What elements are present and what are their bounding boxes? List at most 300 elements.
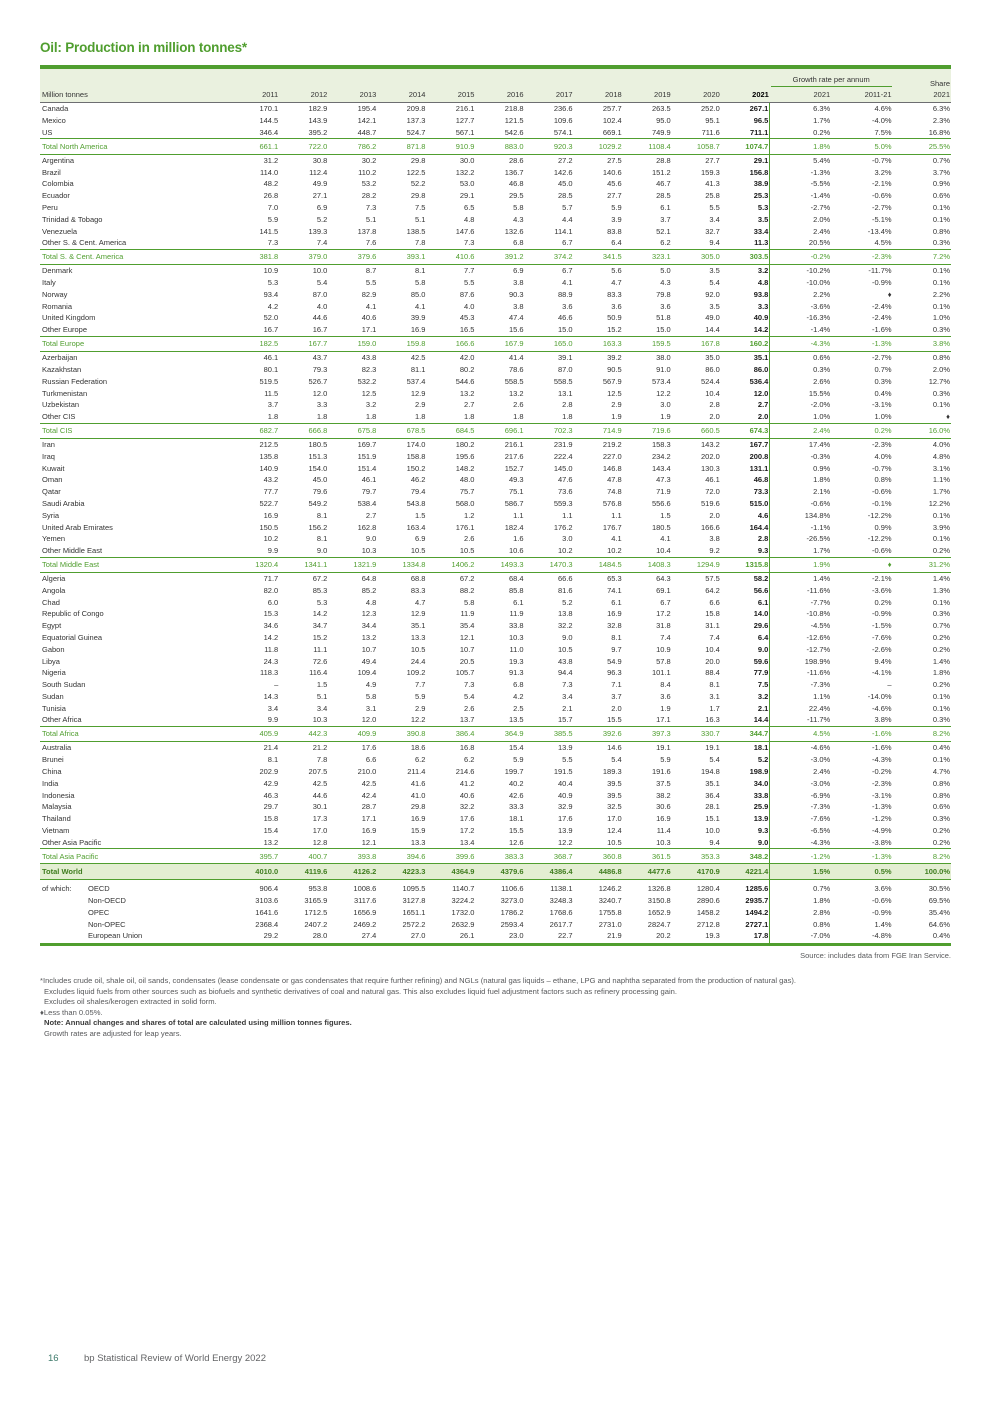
value-cell: 47.4 [508, 313, 524, 323]
row-label: Total North America [40, 139, 230, 154]
value-cell: 121.5 [504, 116, 524, 126]
row-label: Other Africa [42, 715, 82, 725]
value-cell: 33.8 [721, 789, 770, 801]
share-cell: 0.1% [932, 214, 950, 224]
value-cell: 85.8 [508, 585, 524, 595]
value-cell: 85.0 [410, 289, 426, 299]
value-cell: 4.1 [562, 278, 573, 288]
value-cell: 368.7 [525, 849, 574, 864]
value-cell: 212.5 [259, 440, 279, 450]
value-cell: 51.8 [656, 313, 671, 323]
value-cell: 6.6 [709, 597, 720, 607]
value-cell: 36.4 [705, 790, 720, 800]
value-cell: 330.7 [672, 726, 721, 741]
value-cell: 4.2 [513, 691, 524, 701]
row-label: Norway [42, 289, 68, 299]
value-cell: 1.1 [513, 510, 524, 520]
value-cell: 38.9 [721, 178, 770, 190]
value-cell: 383.3 [475, 849, 524, 864]
share-cell: 100.0% [893, 864, 951, 880]
share-cell: 16.0% [893, 423, 951, 438]
row-label: of which: OECD [42, 884, 110, 894]
growth-cell: 5.4% [813, 155, 831, 165]
table-row [40, 351, 951, 363]
growth-cell: 1.4% [874, 919, 892, 929]
value-cell: 13.2 [508, 388, 524, 398]
value-cell: 10.2 [263, 534, 279, 544]
value-cell: 3150.8 [647, 896, 671, 906]
value-cell: 405.9 [230, 726, 279, 741]
year-header-2015: 2015 [426, 88, 475, 103]
share-cell: 35.4% [928, 907, 950, 917]
value-cell: 32.2 [558, 621, 573, 631]
value-cell: 27.7 [705, 155, 720, 165]
value-cell: 13.2 [459, 388, 475, 398]
value-cell: 1.5 [316, 680, 328, 690]
value-cell: 14.4 [705, 325, 720, 335]
growth-cell: -4.6% [810, 743, 831, 753]
value-cell: 38.2 [656, 790, 671, 800]
growth-cell: -6.9% [810, 790, 831, 800]
growth-cell: -4.5% [810, 621, 831, 631]
growth-cell: -14.0% [867, 691, 892, 701]
value-cell: 17.1 [361, 325, 377, 335]
value-cell: 202.9 [259, 767, 279, 777]
row-label: Australia [42, 743, 72, 753]
value-cell: 122.5 [406, 167, 426, 177]
value-cell: 1732.0 [451, 907, 475, 917]
value-cell: 49.0 [705, 313, 720, 323]
row-label: US [42, 127, 53, 137]
value-cell: 15.7 [558, 715, 573, 725]
value-cell: 12.0 [721, 387, 770, 399]
value-cell: 1.1 [611, 510, 622, 520]
value-cell: 2469.2 [353, 919, 377, 929]
value-cell: 1058.7 [672, 139, 721, 154]
value-cell: 46.6 [558, 313, 573, 323]
value-cell: 3.7 [611, 691, 622, 701]
value-cell: 542.6 [504, 127, 524, 137]
footnote: Note: Annual changes and shares of total are calculated using million tonnes figures. [44, 1018, 352, 1028]
value-cell: 21.9 [574, 930, 623, 945]
value-cell: 71.9 [656, 487, 671, 497]
row-label: Chad [42, 597, 60, 607]
value-cell: 5.9 [611, 203, 622, 213]
growth-cell: -0.1% [871, 499, 892, 509]
growth-cell: -0.6% [871, 487, 892, 497]
growth-cell: -1.3% [871, 802, 892, 812]
value-cell: 9.9 [267, 715, 279, 725]
value-cell: 4486.8 [574, 864, 623, 880]
value-cell: 1334.8 [377, 557, 426, 572]
value-cell: 41.0 [410, 790, 426, 800]
value-cell: 65.3 [607, 574, 622, 584]
oil-production-table [40, 65, 951, 946]
value-cell: 871.8 [377, 139, 426, 154]
share-cell: 0.2% [932, 837, 950, 847]
value-cell: 4170.9 [672, 864, 721, 880]
value-cell: 150.2 [406, 463, 426, 473]
value-cell: 165.0 [525, 336, 574, 351]
value-cell: 714.9 [574, 423, 623, 438]
value-cell: 10.4 [656, 546, 671, 556]
value-cell: 2890.6 [696, 896, 720, 906]
value-cell: 5.5 [365, 278, 377, 288]
value-cell: 110.2 [358, 167, 377, 177]
value-cell: 130.3 [701, 463, 720, 473]
value-cell: 96.3 [607, 668, 622, 678]
row-label: Total CIS [40, 423, 230, 438]
value-cell: 112.4 [309, 167, 328, 177]
value-cell: 40.9 [721, 312, 770, 324]
value-cell: 14.2 [263, 633, 279, 643]
value-cell: 216.1 [455, 104, 475, 114]
value-cell: 9.0 [316, 546, 328, 556]
value-cell: 379.0 [279, 249, 328, 264]
value-cell: 29.1 [721, 154, 770, 166]
value-cell: 15.4 [263, 825, 279, 835]
value-cell: 8.1 [316, 534, 328, 544]
table-row [40, 572, 951, 584]
growth-cell: 2.6% [813, 376, 831, 386]
share-cell: ♦ [946, 412, 950, 422]
value-cell: 25.3 [721, 190, 770, 202]
value-cell: 1.5 [414, 510, 426, 520]
value-cell: 151.2 [651, 167, 671, 177]
growth-cell: -10.0% [806, 278, 831, 288]
share-cell: 3.9% [932, 522, 950, 532]
table-row [40, 880, 951, 895]
value-cell: 346.4 [259, 127, 279, 137]
value-cell: 400.7 [279, 849, 328, 864]
value-cell: 33.4 [721, 225, 770, 237]
value-cell: 67.2 [312, 574, 328, 584]
footnotes-block [40, 976, 951, 1039]
value-cell: 532.2 [357, 376, 377, 386]
value-cell: 19.3 [672, 930, 721, 945]
value-cell: 16.9 [410, 325, 426, 335]
table-row [40, 139, 951, 154]
row-label: Brunei [42, 755, 64, 765]
table-row [40, 918, 951, 930]
share-cell: 1.7% [932, 487, 950, 497]
value-cell: 252.0 [701, 104, 720, 114]
value-cell: 10.2 [558, 546, 573, 556]
year-header-2012: 2012 [279, 88, 328, 103]
value-cell: 2.5 [513, 703, 524, 713]
value-cell: 9.2 [709, 546, 720, 556]
value-cell: 80.2 [459, 365, 475, 375]
value-cell: 23.0 [475, 930, 524, 945]
row-label: Trinidad & Tobago [42, 214, 103, 224]
year-header-2021: 2021 [721, 88, 770, 103]
value-cell: 38.0 [656, 353, 671, 363]
value-cell: 1074.7 [721, 139, 770, 154]
growth-cell: 0.2% [813, 127, 831, 137]
table-row [40, 277, 951, 289]
value-cell: 41.6 [410, 778, 426, 788]
value-cell: 1.7 [709, 703, 720, 713]
row-label: Tunisia [42, 703, 66, 713]
share-cell: 30.5% [928, 884, 950, 894]
of-which-prefix: of which: [42, 884, 72, 894]
value-cell: 127.7 [455, 116, 475, 126]
value-cell: 12.6 [508, 837, 524, 847]
value-cell: 4.0 [316, 301, 328, 311]
value-cell: 216.1 [504, 440, 524, 450]
value-cell: 7.3 [464, 238, 475, 248]
value-cell: 132.6 [504, 226, 524, 236]
value-cell: 4223.3 [377, 864, 426, 880]
value-cell: 2727.1 [721, 918, 770, 930]
share-cell: 1.4% [932, 656, 950, 666]
value-cell: 6.7 [562, 266, 573, 276]
growth-cell: 5.0% [831, 139, 892, 154]
value-cell: 200.8 [721, 451, 770, 463]
value-cell: 7.5 [414, 203, 426, 213]
value-cell: 139.3 [308, 226, 328, 236]
value-cell: 6.5 [464, 203, 475, 213]
value-cell: 35.1 [410, 621, 426, 631]
page-number: 16 [48, 1353, 59, 1364]
value-cell: 116.4 [309, 668, 328, 678]
value-cell: 6.4 [721, 632, 770, 644]
value-cell: 3.5 [709, 301, 720, 311]
value-cell: 42.5 [361, 778, 377, 788]
table-row [40, 202, 951, 214]
value-cell: 1095.5 [402, 884, 426, 894]
row-label: Peru [42, 203, 58, 213]
value-cell: 44.6 [312, 313, 328, 323]
value-cell: 6.9 [316, 203, 328, 213]
growth-cell: 1.8% [813, 896, 831, 906]
value-cell: 7.1 [611, 680, 622, 690]
value-cell: 105.7 [455, 668, 475, 678]
value-cell: 49.3 [508, 475, 524, 485]
value-cell: 2.8 [721, 533, 770, 545]
row-label: India [42, 778, 59, 788]
growth-cell: -1.2% [871, 814, 892, 824]
value-cell: 29.8 [410, 155, 426, 165]
value-cell: 10.6 [508, 546, 524, 556]
value-cell: 170.1 [259, 104, 279, 114]
value-cell: 90.3 [508, 289, 524, 299]
value-cell: 341.5 [574, 249, 623, 264]
footnote: Growth rates are adjusted for leap years. [44, 1028, 182, 1038]
value-cell: 140.9 [259, 463, 279, 473]
row-label: Kuwait [42, 463, 65, 473]
share-cell: 0.6% [932, 802, 950, 812]
row-label: Total Africa [40, 726, 230, 741]
value-cell: 13.2 [263, 837, 279, 847]
growth-cell: -6.5% [810, 825, 831, 835]
growth-cell: – [887, 680, 892, 690]
table-row [40, 509, 951, 521]
value-cell: 144.5 [259, 116, 279, 126]
value-cell: 29.8 [410, 191, 426, 201]
value-cell: 13.1 [558, 388, 573, 398]
share-cell: 0.3% [932, 814, 950, 824]
value-cell: 40.6 [459, 790, 475, 800]
share-cell: 0.1% [932, 301, 950, 311]
table-row [40, 930, 951, 945]
value-cell: 8.1 [267, 755, 279, 765]
table-row [40, 312, 951, 324]
value-cell: 344.7 [721, 726, 770, 741]
row-label: Equatorial Guinea [42, 633, 103, 643]
value-cell: 52.0 [263, 313, 279, 323]
value-cell: 5.4 [464, 691, 475, 701]
value-cell: 4477.6 [623, 864, 672, 880]
growth-cell: 3.8% [874, 715, 892, 725]
value-cell: 22.7 [525, 930, 574, 945]
value-cell: 45.3 [459, 313, 475, 323]
table-row [40, 375, 951, 387]
value-cell: 267.1 [721, 103, 770, 115]
value-cell: 684.5 [426, 423, 475, 438]
value-cell: 17.2 [656, 609, 671, 619]
share-cell: 0.2% [932, 546, 950, 556]
row-label: Qatar [42, 487, 61, 497]
value-cell: 93.4 [263, 289, 279, 299]
content-area [40, 40, 951, 1039]
first-column-header: Million tonnes [40, 88, 230, 103]
value-cell: 30.6 [656, 802, 671, 812]
growth-cell: 0.9% [813, 463, 831, 473]
value-cell: 24.3 [263, 656, 279, 666]
table-row [40, 486, 951, 498]
value-cell: 28.5 [656, 191, 671, 201]
value-cell: 88.9 [558, 289, 573, 299]
value-cell: 10.7 [459, 644, 475, 654]
value-cell: 1280.4 [696, 884, 720, 894]
value-cell: 143.2 [701, 440, 720, 450]
value-cell: 1408.3 [623, 557, 672, 572]
value-cell: 6.0 [267, 597, 279, 607]
value-cell: 12.2 [558, 837, 573, 847]
value-cell: 3.1 [365, 703, 377, 713]
growth-cell: -12.2% [867, 534, 892, 544]
value-cell: 5.6 [611, 266, 622, 276]
value-cell: 31.8 [656, 621, 671, 631]
value-cell: 558.5 [504, 376, 524, 386]
table-row [40, 474, 951, 486]
row-label: Total Middle East [40, 557, 230, 572]
value-cell: 379.6 [328, 249, 377, 264]
share-cell: 0.7% [932, 155, 950, 165]
share-cell: 0.1% [932, 691, 950, 701]
value-cell: 82.0 [263, 585, 279, 595]
value-cell: 906.4 [259, 884, 279, 894]
value-cell: 57.8 [656, 656, 671, 666]
value-cell: 6.2 [414, 755, 426, 765]
value-cell: 93.8 [721, 289, 770, 301]
share-cell: 31.2% [893, 557, 951, 572]
value-cell: 2.6 [464, 703, 475, 713]
value-cell: 678.5 [377, 423, 426, 438]
value-cell: 1.9 [660, 703, 671, 713]
value-cell: 543.8 [406, 499, 426, 509]
table-header [40, 67, 951, 103]
value-cell: 32.2 [459, 802, 475, 812]
value-cell: 138.5 [406, 226, 426, 236]
value-cell: 1458.2 [696, 907, 720, 917]
value-cell: 4379.6 [475, 864, 524, 880]
value-cell: 15.6 [508, 325, 524, 335]
value-cell: 78.6 [508, 365, 524, 375]
value-cell: 25.9 [721, 801, 770, 813]
value-cell: 182.5 [230, 336, 279, 351]
growth-cell: 20.5% [808, 238, 831, 248]
value-cell: 11.1 [313, 644, 328, 654]
growth-cell: -0.7% [871, 463, 892, 473]
value-cell: 43.7 [312, 353, 328, 363]
value-cell: 43.8 [361, 353, 377, 363]
value-cell: 5.3 [316, 597, 328, 607]
share-cell: 4.7% [932, 767, 950, 777]
value-cell: 52.2 [410, 179, 426, 189]
header-years-row [40, 88, 951, 103]
table-row [40, 115, 951, 127]
value-cell: 28.2 [361, 191, 377, 201]
share-cell: 12.7% [928, 376, 950, 386]
growth-cell: -2.3% [871, 440, 892, 450]
value-cell: 95.1 [705, 116, 720, 126]
value-cell: 15.0 [558, 325, 573, 335]
value-cell: 2.6 [513, 400, 524, 410]
value-cell: 4.1 [611, 534, 622, 544]
value-cell: 136.7 [504, 167, 524, 177]
value-cell: 46.7 [656, 179, 671, 189]
year-header-2018: 2018 [574, 88, 623, 103]
value-cell: 9.7 [611, 644, 622, 654]
value-cell: 2.1 [721, 702, 770, 714]
value-cell: 94.4 [558, 668, 573, 678]
value-cell: 71.7 [263, 574, 279, 584]
value-cell: 1029.2 [574, 139, 623, 154]
growth-cell: 2.2% [813, 289, 831, 299]
value-cell: 95.0 [656, 116, 671, 126]
value-cell: 3248.3 [549, 896, 573, 906]
value-cell: 8.1 [709, 680, 720, 690]
growth-cell: -0.9% [871, 907, 892, 917]
value-cell: 10.4 [705, 388, 720, 398]
value-cell: 27.7 [607, 191, 622, 201]
value-cell: 199.7 [504, 767, 524, 777]
growth-cell: -3.6% [810, 301, 831, 311]
row-label: Russian Federation [42, 376, 108, 386]
value-cell: 1106.6 [501, 884, 524, 894]
growth-cell: 134.8% [804, 510, 831, 520]
value-cell: 8.7 [365, 266, 377, 276]
value-cell: 1.6 [513, 534, 524, 544]
value-cell: 26.1 [426, 930, 475, 945]
table-row [40, 825, 951, 837]
growth-cell: 0.5% [831, 864, 892, 880]
value-cell: 137.3 [406, 116, 426, 126]
value-cell: 2935.7 [721, 895, 770, 907]
value-cell: 2.9 [414, 703, 426, 713]
growth-cell: -12.7% [806, 644, 831, 654]
value-cell: 54.9 [607, 656, 622, 666]
value-cell: 5.1 [365, 214, 377, 224]
value-cell: 137.8 [357, 226, 377, 236]
value-cell: 30.0 [459, 155, 475, 165]
growth-cell: -2.1% [871, 574, 892, 584]
value-cell: 1315.8 [721, 557, 770, 572]
value-cell: 19.1 [705, 743, 720, 753]
growth-cell: 0.7% [813, 884, 831, 894]
